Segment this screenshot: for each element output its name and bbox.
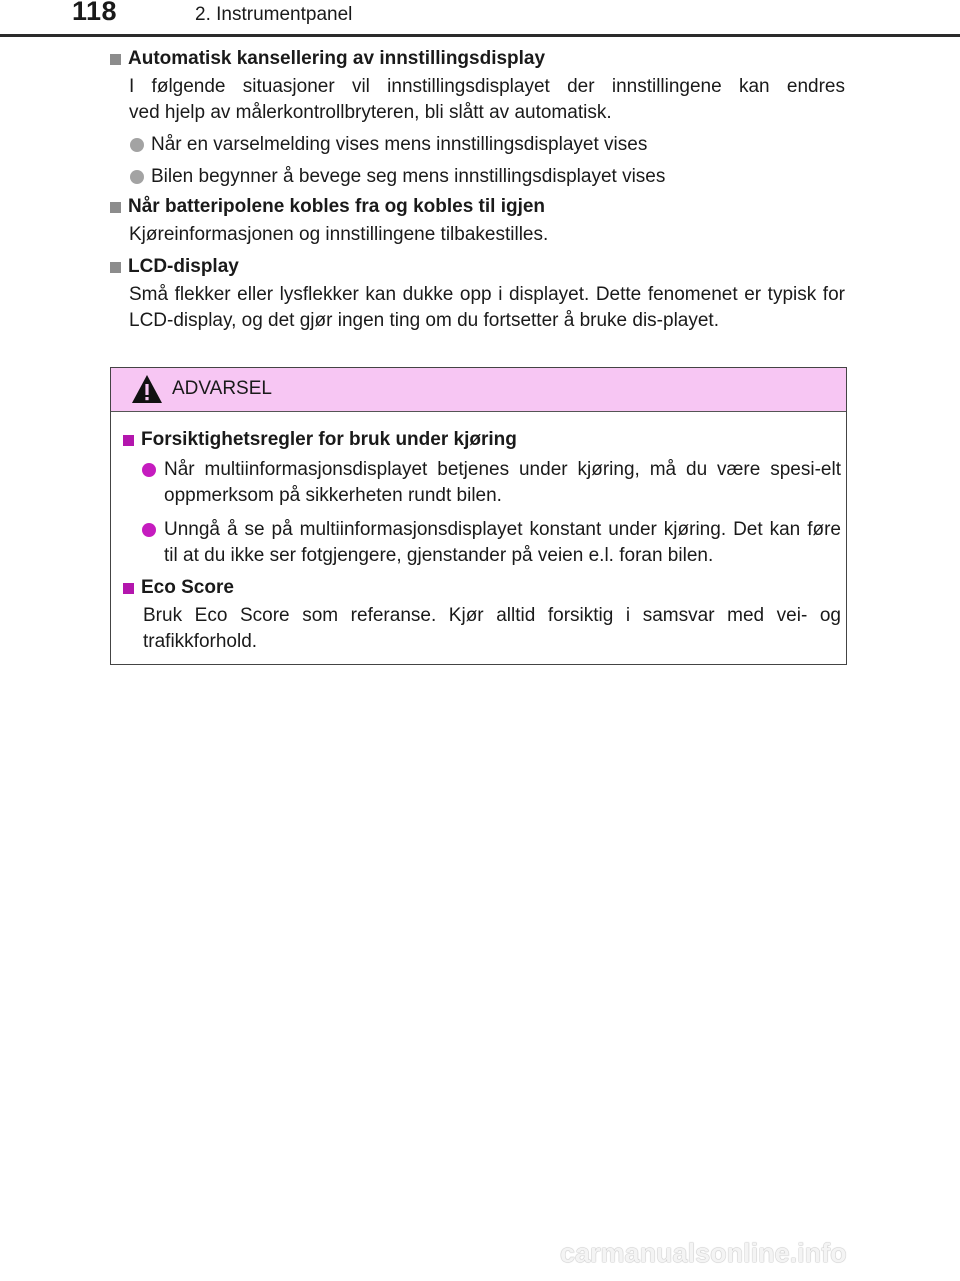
warning-list-item	[123, 517, 841, 569]
section-heading-text: Når batteripolene kobles fra og kobles til igjen	[128, 196, 546, 217]
section-text: Små flekker eller lysflekker kan dukke opp i displayet. Dette fenomenet er typisk for LCD-display, og det gjør ingen ting om du fortsetter å bruke dis-playet.	[129, 284, 845, 331]
chapter-title: 2. Instrumentpanel	[195, 4, 353, 25]
section-heading-text: LCD-display	[128, 256, 239, 277]
warning-header	[111, 368, 846, 412]
warning-item-heading	[123, 573, 841, 603]
warning-body	[123, 425, 841, 655]
square-bullet-icon	[110, 202, 121, 213]
warning-title: ADVARSEL	[172, 378, 272, 399]
list-item	[110, 132, 845, 158]
header-rule	[0, 34, 960, 37]
list-item	[110, 164, 845, 190]
section-text: ved hjelp av målerkontrollbryteren, bli slått av automatisk.	[129, 102, 612, 123]
warning-item-heading-text: Forsiktighetsregler for bruk under kjøring	[141, 429, 517, 450]
page-header	[0, 0, 960, 40]
section-heading-text: Automatisk kansellering av innstillingsdisplay	[128, 48, 546, 69]
warning-item-text: Bruk Eco Score som referanse. Kjør alltid forsiktig i samsvar med vei- og trafikkforhold.	[143, 605, 841, 652]
list-item-text: Bilen begynner å bevege seg mens innstillingsdisplayet vises	[151, 166, 666, 187]
section-text: I følgende situasjoner vil innstillingsdisplayet der innstillingene kan endres	[129, 76, 845, 97]
main-content	[110, 44, 845, 334]
list-item-text: Når en varselmelding vises mens innstillingsdisplayet vises	[151, 134, 648, 155]
round-bullet-icon	[130, 138, 144, 152]
warning-item-heading-text: Eco Score	[141, 577, 234, 598]
square-bullet-icon	[123, 435, 134, 446]
square-bullet-icon	[110, 262, 121, 273]
warning-list-item-text: Når multiinformasjonsdisplayet betjenes under kjøring, må du være spesi-elt oppmerksom på sikkerheten rundt bilen.	[164, 459, 841, 506]
page-number: 118	[72, 0, 118, 26]
square-bullet-icon	[123, 583, 134, 594]
warning-item-heading	[123, 425, 841, 455]
round-bullet-icon	[142, 463, 156, 477]
warning-box	[110, 367, 847, 665]
warning-list-item	[123, 457, 841, 509]
watermark: carmanualsonline.info	[560, 1238, 847, 1268]
section-heading	[110, 252, 845, 282]
section-text: Kjøreinformasjonen og innstillingene tilbakestilles.	[129, 224, 549, 245]
round-bullet-icon	[142, 523, 156, 537]
warning-triangle-icon	[131, 374, 163, 404]
round-bullet-icon	[130, 170, 144, 184]
square-bullet-icon	[110, 54, 121, 65]
section-heading	[110, 192, 845, 222]
section-heading	[110, 44, 845, 74]
warning-list-item-text: Unngå å se på multiinformasjonsdisplayet konstant under kjøring. Det kan føre til at du ikke ser fotgjengere, gjenstander på veien e.l. foran bilen.	[164, 519, 841, 566]
